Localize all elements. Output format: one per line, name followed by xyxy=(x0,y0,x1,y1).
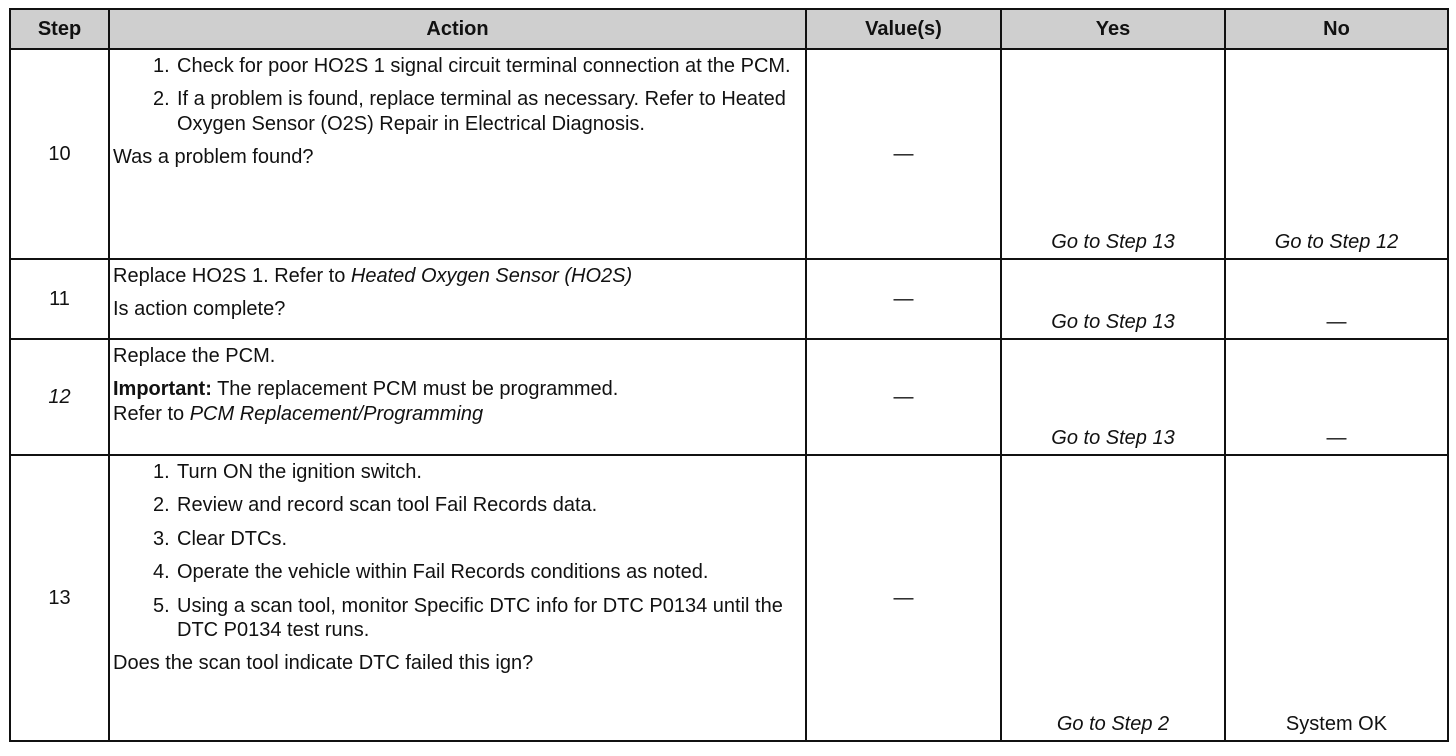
no-cell xyxy=(1225,339,1448,455)
refer-reference: PCM Replacement/Programming xyxy=(189,402,484,425)
action-item-text: Review and record scan tool Fail Records data. xyxy=(177,494,598,517)
no-value: System OK xyxy=(1285,712,1388,735)
action-item xyxy=(113,460,801,484)
header-action: Action xyxy=(109,9,806,49)
action-prefix: Replace HO2S 1. Refer to xyxy=(113,265,351,287)
yes-cell xyxy=(1001,259,1225,339)
yes-goto: Go to Step 13 xyxy=(1051,426,1175,449)
action-item-number: 2. xyxy=(153,494,170,517)
table-row-step-10 xyxy=(10,49,1448,259)
action-item-number: 2. xyxy=(153,88,170,111)
no-goto: Go to Step 12 xyxy=(1274,230,1399,253)
action-reference: Heated Oxygen Sensor (HO2S) xyxy=(350,265,633,287)
step-number: 11 xyxy=(10,259,109,339)
no-cell xyxy=(1225,259,1448,339)
value-text: — xyxy=(893,287,914,310)
refer-prefix: Refer to xyxy=(113,402,190,425)
action-text xyxy=(113,264,801,288)
action-item xyxy=(113,87,801,136)
action-item-number: 4. xyxy=(153,561,170,584)
header-step: Step xyxy=(10,9,109,49)
step-number: 10 xyxy=(10,49,109,259)
action-item-text: Turn ON the ignition switch. xyxy=(177,461,422,483)
action-item-text: If a problem is found, replace terminal as necessary. Refer to Heated Oxygen Sensor (O2S) Repair in Electrical Diagnosis. xyxy=(177,88,786,135)
diagnostic-table xyxy=(9,8,1449,742)
header-no: No xyxy=(1225,9,1448,49)
value-text: — xyxy=(893,142,914,165)
yes-goto: Go to Step 13 xyxy=(1051,230,1175,253)
action-item-text: Check for poor HO2S 1 signal circuit terminal connection at the PCM. xyxy=(177,55,791,77)
action-cell xyxy=(109,455,806,741)
value-cell xyxy=(806,339,1001,455)
table-row-step-12 xyxy=(10,339,1448,455)
value-text: — xyxy=(893,385,914,408)
important-label: Important: xyxy=(113,378,212,401)
yes-cell xyxy=(1001,339,1225,455)
action-item xyxy=(113,594,801,643)
action-item-number: 3. xyxy=(153,527,170,550)
action-item-text: Clear DTCs. xyxy=(177,527,288,550)
no-cell xyxy=(1225,49,1448,259)
action-question: Was a problem found? xyxy=(113,146,314,169)
action-item-number: 5. xyxy=(153,594,170,617)
action-cell xyxy=(109,259,806,339)
action-item xyxy=(113,493,801,517)
step-number: 12 xyxy=(10,339,109,455)
table-row-step-13 xyxy=(10,455,1448,741)
value-text: — xyxy=(893,586,914,609)
value-cell xyxy=(806,455,1001,741)
yes-cell xyxy=(1001,455,1225,741)
action-item-number: 1. xyxy=(153,461,170,483)
action-item xyxy=(113,527,801,551)
action-item-text: Using a scan tool, monitor Specific DTC info for DTC P0134 until the DTC P0134 test runs. xyxy=(177,594,783,641)
step-number: 13 xyxy=(10,455,109,741)
table-row-step-11 xyxy=(10,259,1448,339)
yes-goto: Go to Step 2 xyxy=(1056,712,1170,735)
header-yes: Yes xyxy=(1001,9,1225,49)
action-question: Does the scan tool indicate DTC failed this ign? xyxy=(113,652,534,675)
action-question: Is action complete? xyxy=(113,298,286,321)
action-item-text: Operate the vehicle within Fail Records conditions as noted. xyxy=(177,561,709,584)
action-list xyxy=(113,460,801,642)
action-cell xyxy=(109,339,806,455)
yes-goto: Go to Step 13 xyxy=(1051,310,1175,333)
action-item-number: 1. xyxy=(153,55,170,77)
action-item xyxy=(113,560,801,584)
action-list xyxy=(113,54,801,136)
yes-cell xyxy=(1001,49,1225,259)
value-cell xyxy=(806,49,1001,259)
no-cell xyxy=(1225,455,1448,741)
no-value: — xyxy=(1326,310,1347,333)
action-cell xyxy=(109,49,806,259)
important-note xyxy=(113,377,801,426)
action-text: Replace the PCM. xyxy=(113,345,276,367)
no-value: — xyxy=(1326,426,1347,449)
header-values: Value(s) xyxy=(806,9,1001,49)
action-item xyxy=(113,54,801,78)
header-row xyxy=(10,9,1448,49)
value-cell xyxy=(806,259,1001,339)
important-text: The replacement PCM must be programmed. xyxy=(211,378,619,401)
